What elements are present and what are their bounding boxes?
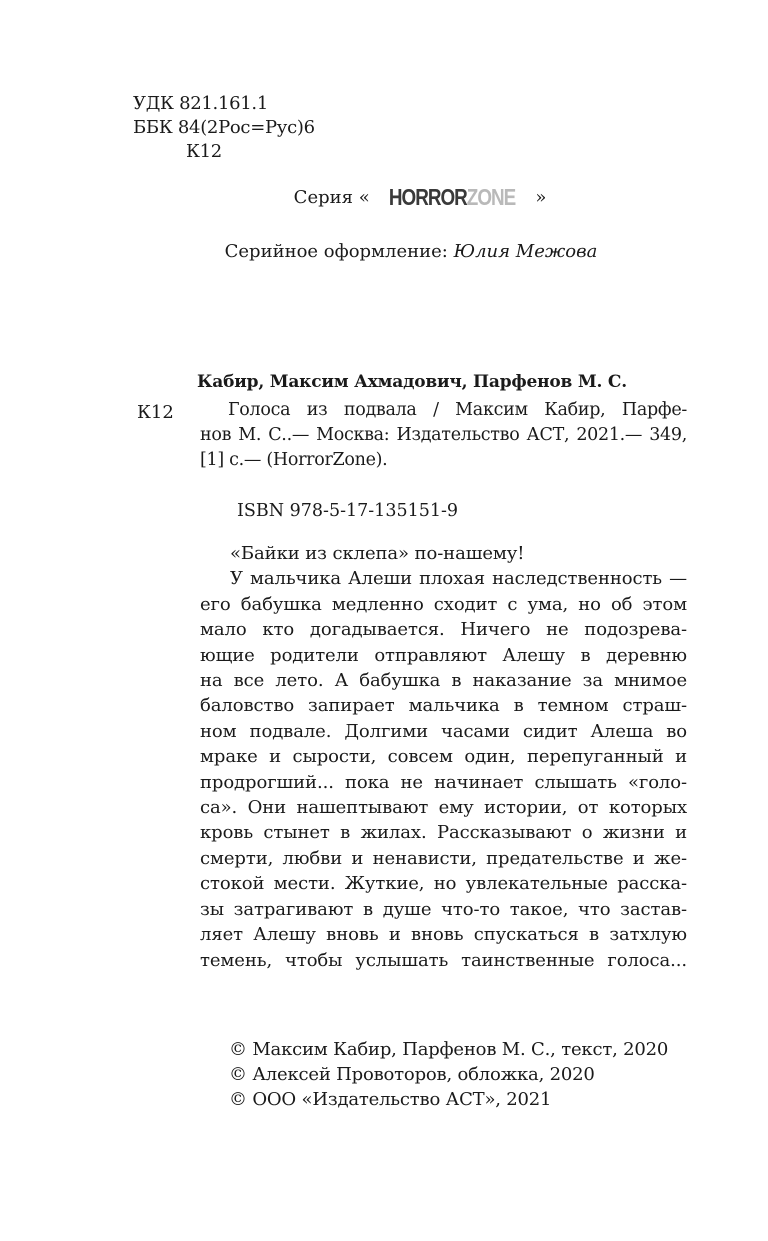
annotation-line: темень, чтобы услышать таинственные голоса...: [200, 949, 687, 971]
biblio-line: нов М. С..— Москва: Издательство АСТ, 2021.— 349,: [200, 425, 687, 445]
annotation-line: зы затрагивают в душе что-то такое, что застав-: [200, 898, 687, 920]
annotation-line: ном подвале. Долгими часами сидит Алеша во: [200, 720, 687, 742]
design-label: Серийное оформление:: [224, 241, 448, 262]
logo-horror: HORROR: [389, 184, 468, 210]
annotation-line: смерти, любви и ненависти, предательстве и же-: [200, 847, 687, 869]
copyright-line: © ООО «Издательство АСТ», 2021: [229, 1089, 552, 1110]
annotation-line: ющие родители отправляют Алешу в деревню: [200, 644, 687, 666]
copyright-line: © Алексей Провоторов, обложка, 2020: [229, 1064, 595, 1085]
annotation: [200, 541, 687, 973]
annotation-line: «Байки из склепа» по-нашему!: [230, 543, 525, 564]
series-suffix: »: [535, 187, 547, 208]
biblio-line: [1] с.— (HorrorZone).: [200, 450, 388, 470]
udk-code: УДК 821.161.1: [133, 93, 269, 114]
annotation-line: баловство запирает мальчика в темном страш-: [200, 695, 687, 717]
annotation-line: са». Они нашептывают ему истории, от которых: [200, 797, 687, 819]
series-prefix: Серия «: [293, 187, 370, 208]
classification-codes: [133, 92, 315, 164]
logo-zone: ZONE: [467, 184, 516, 210]
isbn: ISBN 978-5-17-135151-9: [237, 501, 459, 521]
annotation-line: мраке и сырости, совсем один, перепуганный и: [200, 746, 687, 768]
authors-heading: Кабир, Максим Ахмадович, Парфенов М. С.: [197, 372, 627, 392]
copyright-block: [229, 1037, 668, 1112]
annotation-line: мало кто догадывается. Ничего не подозрева-: [200, 619, 687, 641]
author-mark: К12: [186, 141, 222, 162]
bibliographic-description: [200, 398, 687, 473]
annotation-line: кровь стынет в жилах. Рассказывают о жизни и: [200, 822, 687, 844]
series-line: [0, 184, 768, 211]
annotation-line: на все лето. А бабушка в наказание за мнимое: [200, 670, 687, 692]
annotation-line: стокой мести. Жуткие, но увлекательные расска-: [200, 873, 687, 895]
copyright-line: © Максим Кабир, Парфенов М. С., текст, 2020: [229, 1039, 669, 1060]
side-author-mark: К12: [137, 402, 174, 423]
annotation-line: ляет Алешу вновь и вновь спускаться в затхлую: [200, 924, 687, 946]
designer-name: Юлия Межова: [453, 241, 598, 262]
biblio-line: Голоса из подвала / Максим Кабир, Парфе-: [228, 400, 687, 420]
horrorzone-logo: [389, 184, 515, 210]
annotation-line: его бабушка медленно сходит с ума, но об этом: [200, 593, 687, 615]
annotation-line: У мальчика Алеши плохая наследственность —: [230, 568, 687, 590]
bbk-code: ББК 84(2Рос=Рус)6: [133, 117, 315, 138]
series-design-credit: [0, 239, 768, 265]
annotation-line: продрогший... пока не начинает слышать «голо-: [200, 771, 687, 793]
